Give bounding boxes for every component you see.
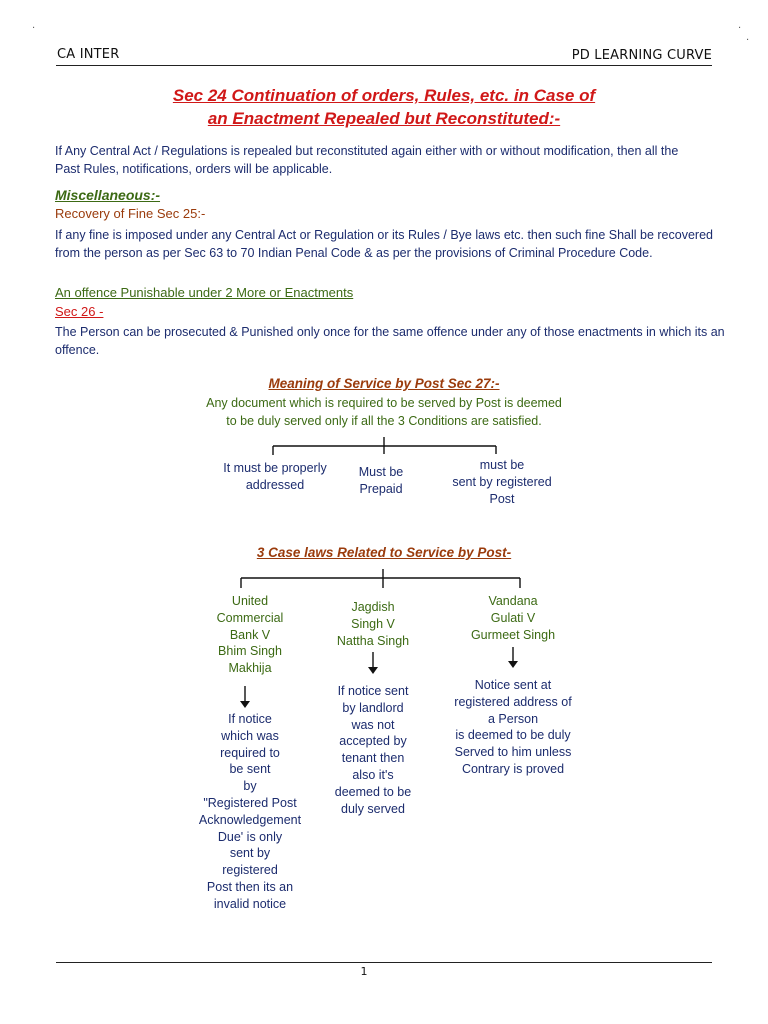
sec27-bracket <box>273 437 496 455</box>
case-name-vandana-gulati: Vandana Gulati V Gurmeet Singh <box>470 594 556 642</box>
sec24-title-line2: an Enactment Repealed but Reconstituted:- <box>207 109 561 128</box>
misc-sub-heading: Recovery of Fine Sec 25:- <box>55 206 206 221</box>
corner-mark-left: . <box>32 20 36 31</box>
header-left-text: CA INTER <box>57 47 120 62</box>
case-holding-united-commercial-bank: If notice which was required to be sent by "Registered Post Acknowledgement Due' is only sent by registered Post then its an invalid notice <box>198 712 302 911</box>
condition-registered-post: must be sent by registered Post <box>452 458 552 506</box>
sec26-heading: An offence Punishable under 2 More or Enactments <box>55 285 354 300</box>
arrow-down-icon <box>240 701 250 708</box>
sec26-body-line1: The Person can be prosecuted & Punished only once for the same offence under any of those enactments in which its an <box>55 325 725 339</box>
case-name-united-commercial-bank: United Commercial Bank V Bhim Singh Makhija <box>216 594 284 676</box>
case-name-jagdish-singh: Jagdish Singh V Nattha Singh <box>336 600 410 648</box>
sec26-sub-heading: Sec 26 - <box>55 304 104 319</box>
condition-properly-addressed: It must be properly addressed <box>223 461 327 492</box>
arrow-down-icon <box>368 667 378 674</box>
sec24-body-line2: Past Rules, notifications, orders will be applicable. <box>55 162 333 176</box>
sec27-heading: Meaning of Service by Post Sec 27:- <box>268 376 500 391</box>
sec24-title-line1: Sec 24 Continuation of orders, Rules, etc. in Case of <box>172 86 596 105</box>
misc-body-line1: If any fine is imposed under any Central Act or Regulation or its Rules / Bye laws etc. then such fine Shall be recovered <box>55 228 713 242</box>
condition-prepaid: Must be Prepaid <box>358 465 404 496</box>
sec26-body-line2: offence. <box>55 343 100 357</box>
arrow-down-icon <box>508 661 518 668</box>
sec27-desc-line2: to be duly served only if all the 3 Conditions are satisfied. <box>226 414 542 428</box>
header-right-text: PD LEARNING CURVE <box>571 48 712 63</box>
case-laws-heading: 3 Case laws Related to Service by Post- <box>256 545 512 560</box>
sec27-desc-line1: Any document which is required to be served by Post is deemed <box>206 396 562 410</box>
case-laws-bracket <box>241 569 520 588</box>
sec24-body-line1: If Any Central Act / Regulations is repealed but reconstituted again either with or without modification, then all the <box>55 144 679 158</box>
corner-mark-right-lower: . <box>746 32 750 43</box>
case-holding-jagdish-singh: If notice sent by landlord was not accepted by tenant then also it's deemed to be duly served <box>334 684 412 816</box>
misc-body-line2: from the person as per Sec 63 to 70 Indian Penal Code & as per the provisions of Criminal Procedure Code. <box>55 246 653 260</box>
page-number: 1 <box>360 965 368 978</box>
misc-heading: Miscellaneous:- <box>55 187 161 203</box>
footer-rule <box>56 962 712 963</box>
case-holding-vandana-gulati: Notice sent at registered address of a Person is deemed to be duly Served to him unless Contrary is proved <box>454 678 572 776</box>
corner-mark-right: . <box>738 20 742 31</box>
